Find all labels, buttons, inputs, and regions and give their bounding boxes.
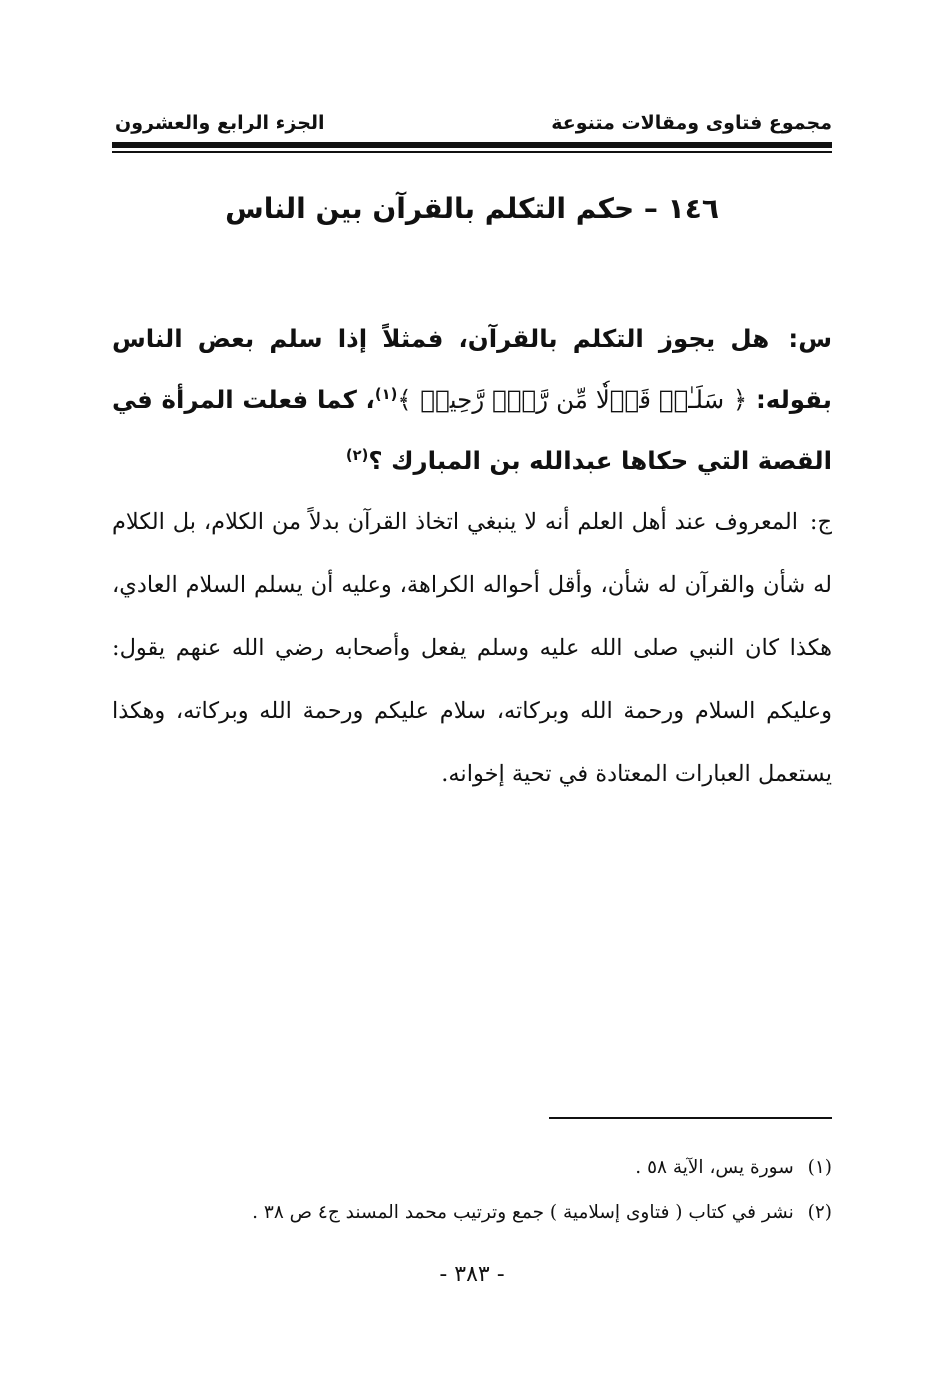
answer-text: المعروف عند أهل العلم أنه لا ينبغي اتخاذ القرآن بدلاً من الكلام، بل الكلام له شأن والقرآن له شأن، وأقل أحواله الكراهة، وعليه أن يسلم السلام العادي، هكذا كان النبي صلى الله عليه وسلم يفعل وأصحابه رضي الله عنهم يقول: وعليكم السلام ورحمة الله وبركاته، سلام عليكم ورحمة الله وبركاته، وهكذا يستعمل العبارات المعتادة في تحية إخوانه. bbox=[112, 509, 832, 787]
running-header bbox=[115, 108, 832, 138]
footnote-1-number: (١) bbox=[807, 1157, 832, 1178]
footnote-1 bbox=[112, 1145, 832, 1190]
footnote-2-text: نشر في كتاب ( فتاوى إسلامية ) جمع وترتيب محمد المسند ج٤ ص ٣٨ . bbox=[252, 1202, 794, 1223]
header-rule-thin bbox=[112, 151, 832, 153]
question-text-1: هل يجوز التكلم بالقرآن، فمثلاً إذا سلم بعض الناس بقوله: bbox=[112, 324, 833, 414]
answer-label: ج: bbox=[809, 509, 832, 535]
footnote-2-number: (٢) bbox=[807, 1202, 832, 1223]
chapter-title-text: حكم التكلم بالقرآن بين الناس bbox=[225, 192, 635, 225]
header-rule-thick bbox=[112, 142, 832, 148]
quran-verse: سَلَـٰمٞ قَوۡلٗا مِّن رَّبّٖ رَّحِيمٖ bbox=[420, 385, 725, 414]
footnotes bbox=[112, 1145, 832, 1235]
footnote-ref-2: (٢) bbox=[345, 446, 369, 464]
quote-close-bracket: ﴾ bbox=[397, 385, 412, 414]
question-paragraph bbox=[112, 308, 832, 491]
page-number: - ٣٨٣ - bbox=[439, 1262, 505, 1287]
footnote-separator bbox=[549, 1117, 832, 1119]
footnote-1-text: سورة يس، الآية ٥٨ . bbox=[635, 1157, 794, 1178]
footnote-ref-1: (١) bbox=[374, 385, 398, 403]
question-text-2: ، كما فعلت المرأة في القصة التي حكاها عبدالله بن المبارك ؟ bbox=[112, 385, 832, 475]
chapter-dash: – bbox=[643, 192, 658, 225]
volume-label: الجزء الرابع والعشرون bbox=[115, 112, 325, 134]
chapter-number: ١٤٦ bbox=[667, 192, 719, 225]
footnote-2 bbox=[112, 1190, 832, 1235]
quote-open-bracket: ﴿ bbox=[732, 385, 748, 414]
chapter-title bbox=[112, 192, 832, 225]
answer-paragraph bbox=[112, 491, 832, 806]
question-label: س: bbox=[788, 324, 832, 353]
book-title: مجموع فتاوى ومقالات متنوعة bbox=[551, 112, 832, 134]
